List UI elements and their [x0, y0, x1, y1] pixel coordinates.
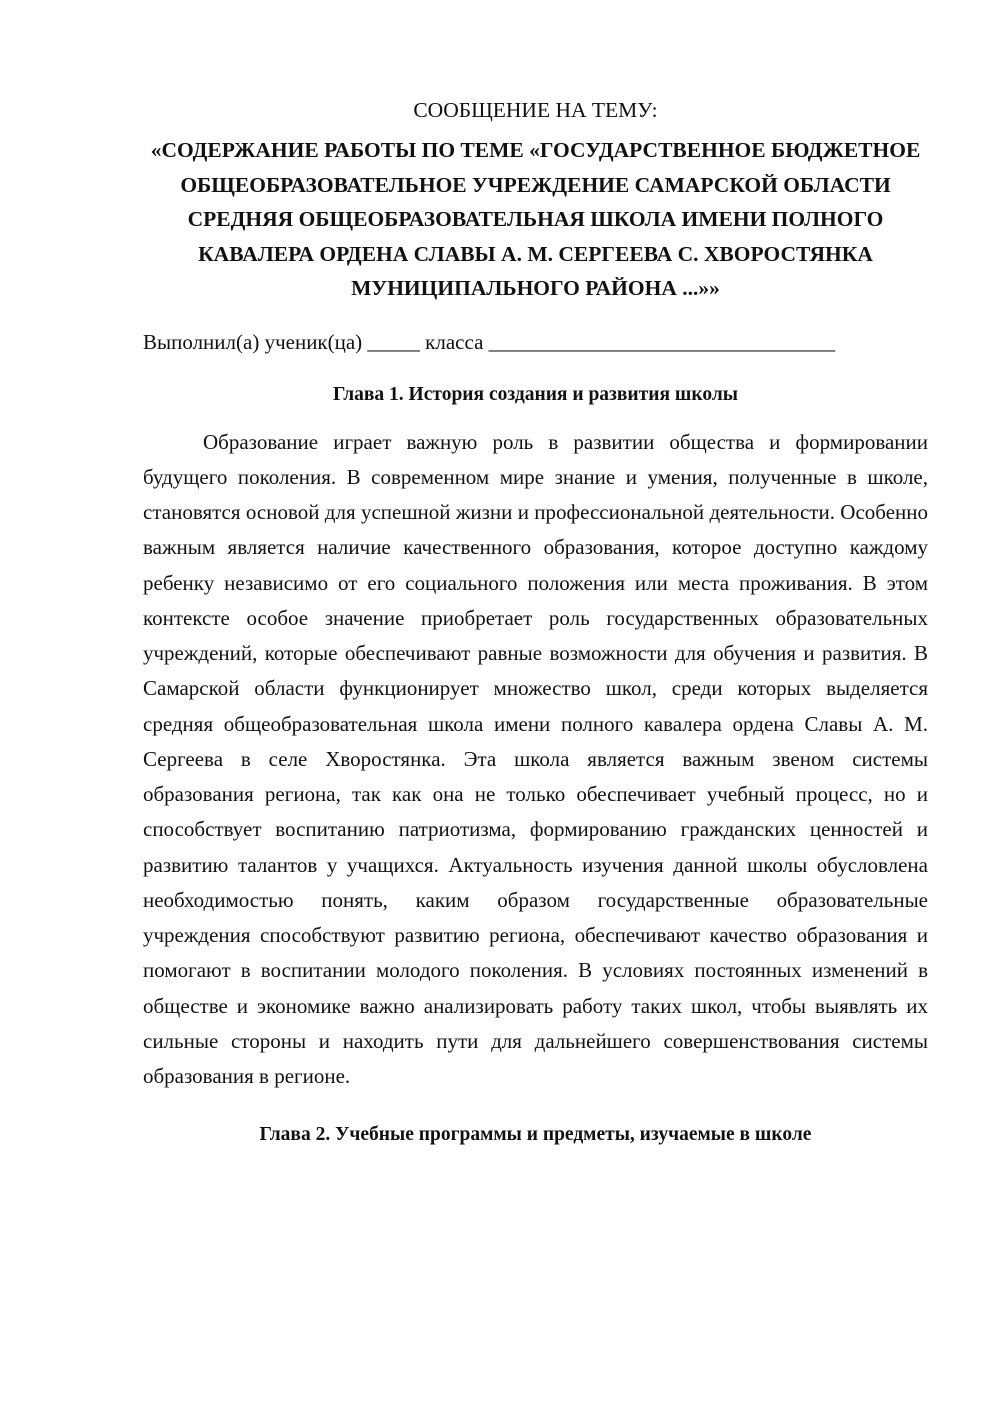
document-title: «СОДЕРЖАНИЕ РАБОТЫ ПО ТЕМЕ «ГОСУДАРСТВЕННОЕ БЮДЖЕТНОЕ ОБЩЕОБРАЗОВАТЕЛЬНОЕ УЧРЕЖДЕНИЕ САМАРСКОЙ ОБЛАСТИ СРЕДНЯЯ ОБЩЕОБРАЗОВАТЕЛЬНАЯ ШКОЛА ИМЕНИ ПОЛНОГО КАВАЛЕРА ОРДЕНА СЛАВЫ А. М. СЕРГЕЕВА С. ХВОРОСТЯНКА МУНИЦИПАЛЬНОГО РАЙОНА ...»»: [150, 138, 921, 300]
document-heading: СООБЩЕНИЕ НА ТЕМУ:: [413, 98, 658, 122]
author-line: Выполнил(а) ученик(ца) _____ класса _________________________________: [143, 329, 836, 354]
document-page: [143, 93, 928, 1150]
chapter-1-paragraph: Образование играет важную роль в развитии общества и формировании будущего поколения. В современном мире знание и умения, полученные в школе, становятся основой для успешной жизни и профессиональной деятельности. Особенно важным является наличие качественного образования, которое доступно каждому ребенку независимо от его социального положения или места проживания. В этом контексте особое значение приобретает роль государственных образовательных учреждений, которые обеспечивают равные возможности для обучения и развития. В Самарской области функционирует множество школ, среди которых выделяется средняя общеобразовательная школа имени полного кавалера ордена Славы А. М. Сергеева в селе Хворостянка. Эта школа является важным звеном системы образования региона, так как она не только обеспечивает учебный процесс, но и способствует воспитанию патриотизма, формированию гражданских ценностей и развитию талантов у учащихся. Актуальность изучения данной школы обусловлена необходимостью понять, каким образом государственные образовательные учреждения способствуют развитию региона, обеспечивают качество образования и помогают в воспитании молодого поколения. В условиях постоянных изменений в обществе и экономике важно анализировать работу таких школ, чтобы выявлять их сильные стороны и находить пути для дальнейшего совершенствования системы образования в регионе.: [143, 429, 928, 1088]
chapter-2-title: Глава 2. Учебные программы и предметы, изучаемые в школе: [259, 1124, 812, 1146]
chapter-1-title: Глава 1. История создания и развития школы: [333, 383, 738, 405]
